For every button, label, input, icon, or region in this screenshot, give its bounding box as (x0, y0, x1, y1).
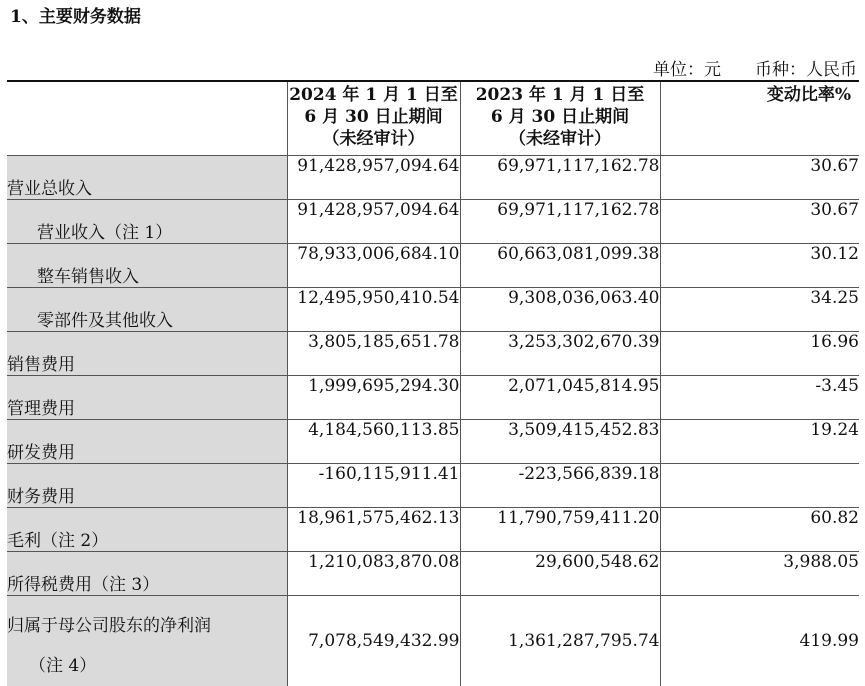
value-prior: 29,600,548.62 (460, 551, 660, 595)
value-prior: 69,971,117,162.78 (460, 199, 660, 243)
row-label: 管理费用 (7, 375, 287, 419)
value-change: 30.67 (660, 155, 859, 199)
header-text: 6 月 30 日止期间 (304, 107, 443, 127)
value-current: 1,210,083,870.08 (287, 551, 460, 595)
header-text: （未经审计） (322, 129, 425, 149)
value-current: 91,428,957,094.64 (287, 155, 460, 199)
value-change: 3,988.05 (660, 551, 859, 595)
currency-label: 币种：人民币 (755, 60, 857, 80)
table-row (7, 419, 859, 463)
header-item (7, 81, 287, 155)
value-change: -3.45 (660, 375, 859, 419)
row-label: 零部件及其他收入 (7, 287, 287, 331)
value-prior: 9,308,036,063.40 (460, 287, 660, 331)
table-header-row (7, 81, 859, 155)
value-change: 419.99 (660, 595, 859, 686)
header-period-current (287, 81, 460, 155)
header-text: 2023 年 1 月 1 日至 (475, 85, 645, 105)
value-current: 78,933,006,684.10 (287, 243, 460, 287)
row-label-line1: 归属于母公司股东的净利润 (7, 615, 211, 636)
header-text: （未经审计） (509, 129, 611, 149)
value-current: 1,999,695,294.30 (287, 375, 460, 419)
value-change: 16.96 (660, 331, 859, 375)
row-label: 所得税费用（注 3） (7, 551, 287, 595)
row-label: 毛利（注 2） (7, 507, 287, 551)
value-prior: 1,361,287,795.74 (460, 595, 660, 686)
row-label-line2: （注 4） (29, 655, 97, 676)
row-label: 研发费用 (7, 419, 287, 463)
row-label: 营业总收入 (7, 155, 287, 199)
table-row (7, 199, 859, 243)
row-label: 营业收入（注 1） (7, 199, 287, 243)
value-current: 91,428,957,094.64 (287, 199, 460, 243)
header-text: 6 月 30 日止期间 (490, 107, 630, 127)
section-title: 1、主要财务数据 (10, 7, 141, 27)
table-row (7, 287, 859, 331)
value-change (660, 463, 859, 507)
table-row (7, 463, 859, 507)
table-row (7, 507, 859, 551)
value-change: 30.67 (660, 199, 859, 243)
value-prior: 3,509,415,452.83 (460, 419, 660, 463)
value-current: 3,805,185,651.78 (287, 331, 460, 375)
row-label: 财务费用 (7, 463, 287, 507)
value-change: 30.12 (660, 243, 859, 287)
table-row (7, 331, 859, 375)
header-text: 2024 年 1 月 1 日至 (289, 85, 458, 105)
value-prior: 2,071,045,814.95 (460, 375, 660, 419)
unit-label: 单位：元 (653, 60, 721, 80)
value-prior: 3,253,302,670.39 (460, 331, 660, 375)
row-label: 整车销售收入 (7, 243, 287, 287)
value-current: 4,184,560,113.85 (287, 419, 460, 463)
table-row (7, 243, 859, 287)
value-prior: 69,971,117,162.78 (460, 155, 660, 199)
value-prior: 11,790,759,411.20 (460, 507, 660, 551)
table-row (7, 551, 859, 595)
value-current: -160,115,911.41 (287, 463, 460, 507)
value-current: 18,961,575,462.13 (287, 507, 460, 551)
table-row (7, 595, 859, 686)
value-change: 60.82 (660, 507, 859, 551)
financial-data-table (7, 80, 859, 686)
unit-currency-note (619, 55, 857, 80)
value-current: 7,078,549,432.99 (287, 595, 460, 686)
row-label: 销售费用 (7, 331, 287, 375)
table-row (7, 375, 859, 419)
value-current: 12,495,950,410.54 (287, 287, 460, 331)
value-prior: -223,566,839.18 (460, 463, 660, 507)
value-prior: 60,663,081,099.38 (460, 243, 660, 287)
header-change-rate: 变动比率% (660, 81, 859, 155)
table-row (7, 155, 859, 199)
header-period-prior (460, 81, 660, 155)
value-change: 34.25 (660, 287, 859, 331)
value-change: 19.24 (660, 419, 859, 463)
row-label (7, 595, 287, 686)
